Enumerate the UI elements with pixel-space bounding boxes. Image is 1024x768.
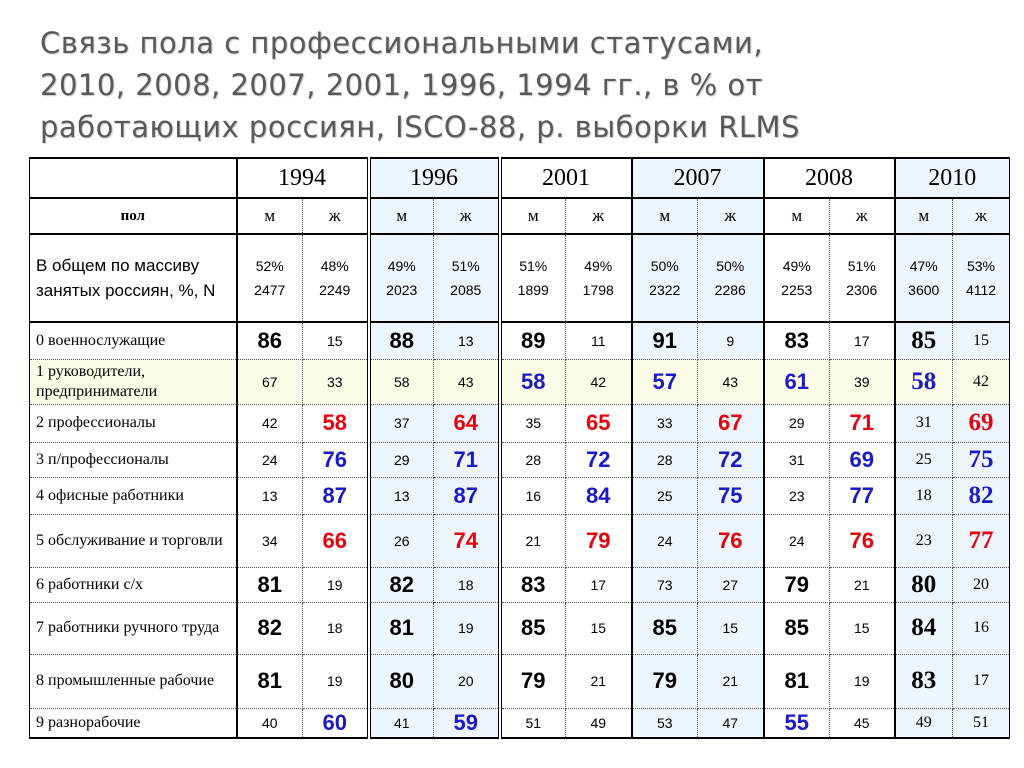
occupation-row bbox=[30, 654, 1010, 708]
total-n: 2085 bbox=[450, 282, 482, 298]
total-n: 1899 bbox=[517, 282, 549, 298]
value-cell: 89 bbox=[500, 322, 566, 359]
value-cell: 13 bbox=[434, 322, 500, 359]
sex-f-label: ж bbox=[953, 198, 1010, 234]
value-cell: 64 bbox=[434, 404, 500, 442]
value-cell: 80 bbox=[369, 654, 434, 708]
value-cell: 76 bbox=[698, 514, 764, 567]
sex-f-label: ж bbox=[434, 198, 500, 234]
value-cell: 80 bbox=[895, 567, 953, 602]
value-cell: 85 bbox=[764, 602, 830, 654]
value-cell: 85 bbox=[632, 602, 698, 654]
occupation-row bbox=[30, 602, 1010, 654]
value-cell: 66 bbox=[303, 514, 369, 567]
value-cell: 23 bbox=[764, 477, 830, 514]
value-cell: 83 bbox=[500, 567, 566, 602]
value-cell: 81 bbox=[237, 567, 303, 602]
occupation-label: 2 профессионалы bbox=[30, 404, 237, 442]
occupation-row bbox=[30, 404, 1010, 442]
value-cell: 24 bbox=[764, 514, 830, 567]
sex-f-label: ж bbox=[303, 198, 369, 234]
sex-m-label: м bbox=[369, 198, 434, 234]
value-cell: 34 bbox=[237, 514, 303, 567]
value-cell: 67 bbox=[698, 404, 764, 442]
value-cell: 31 bbox=[764, 442, 830, 477]
value-cell: 82 bbox=[369, 567, 434, 602]
value-cell: 67 bbox=[237, 359, 303, 404]
total-n: 4112 bbox=[965, 282, 997, 298]
value-cell: 83 bbox=[764, 322, 830, 359]
value-cell: 86 bbox=[237, 322, 303, 359]
occupation-label: 8 промышленные рабочие bbox=[30, 654, 237, 708]
value-cell: 33 bbox=[632, 404, 698, 442]
value-cell: 49 bbox=[895, 708, 953, 738]
total-pct: 49% bbox=[387, 258, 416, 274]
gender-occupation-table bbox=[29, 157, 1010, 739]
value-cell: 13 bbox=[237, 477, 303, 514]
value-cell: 83 bbox=[895, 654, 953, 708]
year-header-row bbox=[30, 158, 1010, 198]
occupation-label: 5 обслуживание и торговли bbox=[30, 514, 237, 567]
sex-m-label: м bbox=[632, 198, 698, 234]
value-cell: 15 bbox=[303, 322, 369, 359]
value-cell: 72 bbox=[698, 442, 764, 477]
value-cell: 27 bbox=[698, 567, 764, 602]
value-cell: 29 bbox=[369, 442, 434, 477]
total-cell bbox=[830, 234, 895, 322]
value-cell: 79 bbox=[764, 567, 830, 602]
total-n: 2477 bbox=[254, 282, 286, 298]
value-cell: 21 bbox=[830, 567, 895, 602]
total-pct: 51% bbox=[519, 258, 548, 274]
value-cell: 82 bbox=[237, 602, 303, 654]
title-line-1: Связь пола с профессиональными статусами, bbox=[40, 26, 764, 60]
value-cell: 75 bbox=[953, 442, 1010, 477]
value-cell: 81 bbox=[764, 654, 830, 708]
total-cell bbox=[369, 234, 434, 322]
sex-f-label: ж bbox=[566, 198, 632, 234]
sex-m-label: м bbox=[237, 198, 303, 234]
occupation-label: 0 военнослужащие bbox=[30, 322, 237, 359]
value-cell: 37 bbox=[369, 404, 434, 442]
value-cell: 15 bbox=[566, 602, 632, 654]
total-pct: 47% bbox=[909, 258, 938, 274]
value-cell: 33 bbox=[303, 359, 369, 404]
value-cell: 88 bbox=[369, 322, 434, 359]
value-cell: 39 bbox=[830, 359, 895, 404]
value-cell: 51 bbox=[953, 708, 1010, 738]
occupation-label: 1 руководители, предприниматели bbox=[30, 359, 237, 404]
value-cell: 11 bbox=[566, 322, 632, 359]
title-line-2: 2010, 2008, 2007, 2001, 1996, 1994 гг., в % от bbox=[40, 68, 764, 102]
occupation-row bbox=[30, 567, 1010, 602]
sex-m-label: м bbox=[764, 198, 830, 234]
sex-m-label: м bbox=[500, 198, 566, 234]
value-cell: 42 bbox=[566, 359, 632, 404]
value-cell: 16 bbox=[953, 602, 1010, 654]
value-cell: 35 bbox=[500, 404, 566, 442]
value-cell: 79 bbox=[566, 514, 632, 567]
total-row-label: В общем по массиву занятых россиян, %, N bbox=[30, 234, 237, 322]
total-cell bbox=[953, 234, 1010, 322]
total-cell bbox=[434, 234, 500, 322]
value-cell: 79 bbox=[632, 654, 698, 708]
value-cell: 16 bbox=[500, 477, 566, 514]
value-cell: 24 bbox=[632, 514, 698, 567]
value-cell: 77 bbox=[953, 514, 1010, 567]
total-cell bbox=[632, 234, 698, 322]
value-cell: 26 bbox=[369, 514, 434, 567]
sex-f-label: ж bbox=[830, 198, 895, 234]
value-cell: 76 bbox=[830, 514, 895, 567]
value-cell: 65 bbox=[566, 404, 632, 442]
sex-f-label: ж bbox=[698, 198, 764, 234]
value-cell: 28 bbox=[632, 442, 698, 477]
total-pct: 48% bbox=[320, 258, 349, 274]
value-cell: 73 bbox=[632, 567, 698, 602]
slide-title bbox=[40, 22, 1000, 148]
year-header-2007: 2007 bbox=[632, 158, 764, 198]
value-cell: 58 bbox=[303, 404, 369, 442]
occupation-row bbox=[30, 708, 1010, 738]
value-cell: 71 bbox=[434, 442, 500, 477]
value-cell: 21 bbox=[698, 654, 764, 708]
value-cell: 82 bbox=[953, 477, 1010, 514]
value-cell: 79 bbox=[500, 654, 566, 708]
sex-m-label: м bbox=[895, 198, 953, 234]
value-cell: 69 bbox=[953, 404, 1010, 442]
total-cell bbox=[237, 234, 303, 322]
value-cell: 57 bbox=[632, 359, 698, 404]
value-cell: 19 bbox=[830, 654, 895, 708]
occupation-label: 6 работники с/х bbox=[30, 567, 237, 602]
value-cell: 60 bbox=[303, 708, 369, 738]
value-cell: 87 bbox=[303, 477, 369, 514]
occupation-label: 3 п/профессионалы bbox=[30, 442, 237, 477]
total-n: 3600 bbox=[908, 282, 940, 298]
value-cell: 9 bbox=[698, 322, 764, 359]
value-cell: 23 bbox=[895, 514, 953, 567]
value-cell: 13 bbox=[369, 477, 434, 514]
occupation-label: 9 разнорабочие bbox=[30, 708, 237, 738]
title-line-3: работающих россиян, ISCO-88, р. выборки RLMS bbox=[40, 110, 800, 144]
occupation-row bbox=[30, 514, 1010, 567]
value-cell: 72 bbox=[566, 442, 632, 477]
occupation-row bbox=[30, 359, 1010, 404]
value-cell: 17 bbox=[953, 654, 1010, 708]
value-cell: 61 bbox=[764, 359, 830, 404]
year-header-2010: 2010 bbox=[895, 158, 1010, 198]
value-cell: 47 bbox=[698, 708, 764, 738]
value-cell: 77 bbox=[830, 477, 895, 514]
year-header-2001: 2001 bbox=[500, 158, 632, 198]
value-cell: 20 bbox=[434, 654, 500, 708]
year-header-2008: 2008 bbox=[764, 158, 895, 198]
value-cell: 24 bbox=[237, 442, 303, 477]
value-cell: 41 bbox=[369, 708, 434, 738]
total-pct: 50% bbox=[716, 258, 745, 274]
value-cell: 21 bbox=[500, 514, 566, 567]
value-cell: 58 bbox=[895, 359, 953, 404]
total-cell bbox=[764, 234, 830, 322]
value-cell: 53 bbox=[632, 708, 698, 738]
total-cell bbox=[566, 234, 632, 322]
total-n: 2286 bbox=[714, 282, 746, 298]
value-cell: 18 bbox=[895, 477, 953, 514]
year-header-1996: 1996 bbox=[369, 158, 500, 198]
total-pct: 51% bbox=[451, 258, 480, 274]
value-cell: 58 bbox=[500, 359, 566, 404]
total-cell bbox=[895, 234, 953, 322]
total-cell bbox=[698, 234, 764, 322]
occupation-label: 7 работники ручного труда bbox=[30, 602, 237, 654]
value-cell: 20 bbox=[953, 567, 1010, 602]
occupation-row bbox=[30, 477, 1010, 514]
value-cell: 81 bbox=[237, 654, 303, 708]
value-cell: 69 bbox=[830, 442, 895, 477]
value-cell: 28 bbox=[500, 442, 566, 477]
total-n: 2253 bbox=[781, 282, 813, 298]
total-n: 1798 bbox=[582, 282, 614, 298]
value-cell: 31 bbox=[895, 404, 953, 442]
value-cell: 84 bbox=[566, 477, 632, 514]
value-cell: 59 bbox=[434, 708, 500, 738]
total-n: 2249 bbox=[319, 282, 351, 298]
value-cell: 17 bbox=[830, 322, 895, 359]
corner-cell bbox=[30, 158, 237, 198]
value-cell: 15 bbox=[698, 602, 764, 654]
value-cell: 85 bbox=[500, 602, 566, 654]
value-cell: 74 bbox=[434, 514, 500, 567]
value-cell: 51 bbox=[500, 708, 566, 738]
value-cell: 40 bbox=[237, 708, 303, 738]
value-cell: 76 bbox=[303, 442, 369, 477]
value-cell: 55 bbox=[764, 708, 830, 738]
value-cell: 29 bbox=[764, 404, 830, 442]
total-pct: 53% bbox=[966, 258, 996, 274]
value-cell: 58 bbox=[369, 359, 434, 404]
total-n: 2306 bbox=[846, 282, 878, 298]
value-cell: 84 bbox=[895, 602, 953, 654]
value-cell: 43 bbox=[698, 359, 764, 404]
value-cell: 19 bbox=[303, 567, 369, 602]
total-pct: 50% bbox=[650, 258, 679, 274]
value-cell: 85 bbox=[895, 322, 953, 359]
total-row bbox=[30, 234, 1010, 322]
total-n: 2322 bbox=[649, 282, 681, 298]
value-cell: 71 bbox=[830, 404, 895, 442]
occupation-row bbox=[30, 322, 1010, 359]
value-cell: 45 bbox=[830, 708, 895, 738]
value-cell: 18 bbox=[303, 602, 369, 654]
value-cell: 18 bbox=[434, 567, 500, 602]
total-n: 2023 bbox=[386, 282, 418, 298]
value-cell: 91 bbox=[632, 322, 698, 359]
value-cell: 42 bbox=[953, 359, 1010, 404]
value-cell: 15 bbox=[953, 322, 1010, 359]
value-cell: 21 bbox=[566, 654, 632, 708]
total-pct: 51% bbox=[847, 258, 876, 274]
sex-header-label: пол bbox=[30, 198, 237, 234]
total-pct: 49% bbox=[782, 258, 811, 274]
value-cell: 19 bbox=[434, 602, 500, 654]
total-cell bbox=[303, 234, 369, 322]
occupation-row bbox=[30, 442, 1010, 477]
value-cell: 43 bbox=[434, 359, 500, 404]
value-cell: 49 bbox=[566, 708, 632, 738]
year-header-1994: 1994 bbox=[237, 158, 369, 198]
value-cell: 25 bbox=[632, 477, 698, 514]
occupation-label: 4 офисные работники bbox=[30, 477, 237, 514]
total-pct: 52% bbox=[255, 258, 284, 274]
value-cell: 17 bbox=[566, 567, 632, 602]
value-cell: 42 bbox=[237, 404, 303, 442]
value-cell: 19 bbox=[303, 654, 369, 708]
total-cell bbox=[500, 234, 566, 322]
value-cell: 81 bbox=[369, 602, 434, 654]
value-cell: 25 bbox=[895, 442, 953, 477]
value-cell: 87 bbox=[434, 477, 500, 514]
value-cell: 15 bbox=[830, 602, 895, 654]
sex-header-row bbox=[30, 198, 1010, 234]
total-pct: 49% bbox=[584, 258, 613, 274]
value-cell: 75 bbox=[698, 477, 764, 514]
